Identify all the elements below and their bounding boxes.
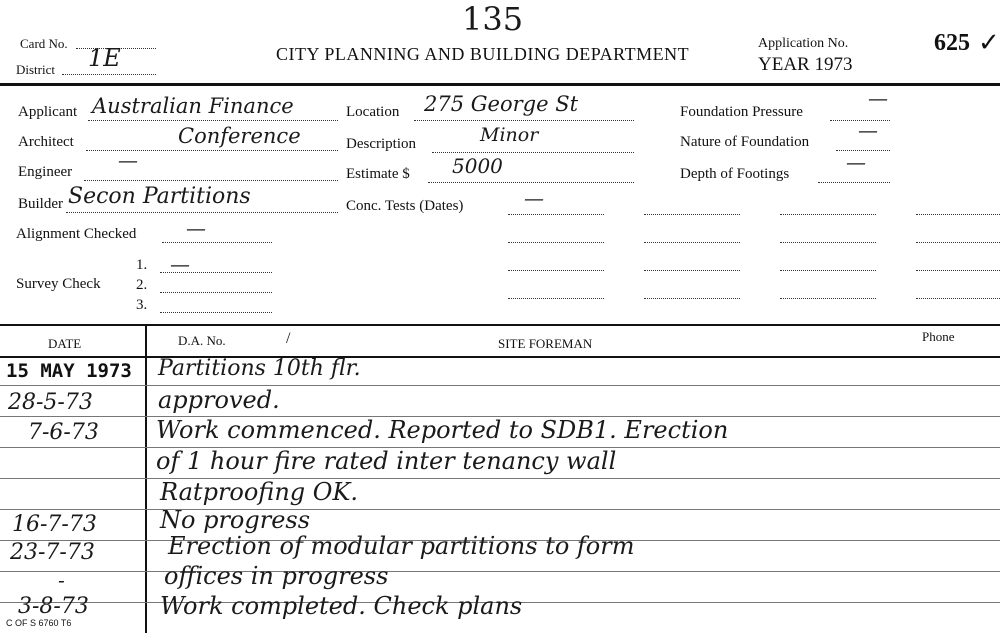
- alignment-line: [162, 242, 272, 243]
- survey-2-line: [160, 292, 272, 293]
- log-entry-text: approved.: [158, 386, 280, 414]
- log-header-rule: [0, 356, 1000, 358]
- estimate-label: Estimate $: [346, 166, 410, 182]
- header-rule: [0, 83, 1000, 86]
- description-line: [432, 152, 634, 153]
- builder-line: [66, 212, 338, 213]
- conc-line: [916, 270, 1000, 271]
- conc-line: [780, 242, 876, 243]
- depth-footings-line: [818, 182, 890, 183]
- nature-foundation-label: Nature of Foundation: [680, 134, 810, 150]
- conc-line: [780, 270, 876, 271]
- log-row-line: [0, 385, 1000, 386]
- log-top-rule: [0, 324, 1000, 326]
- foundation-pressure-label: Foundation Pressure: [680, 104, 803, 120]
- log-entry-text: of 1 hour fire rated inter tenancy wall: [156, 447, 617, 475]
- log-date: 3-8-73: [18, 594, 89, 619]
- log-date: 28-5-73: [8, 390, 93, 415]
- alignment-label: Alignment Checked: [16, 226, 137, 242]
- district-label: District: [16, 62, 55, 77]
- depth-footings-value: —: [846, 150, 866, 174]
- log-row-line: [0, 509, 1000, 510]
- survey-1-label: 1.: [136, 257, 148, 273]
- location-value: 275 George St: [424, 92, 579, 116]
- log-entry-text: Work completed. Check plans: [160, 592, 523, 620]
- applicant-line: [88, 120, 338, 121]
- applicant-value: Australian Finance: [92, 94, 294, 118]
- nature-foundation-value: —: [858, 118, 878, 142]
- builder-value: Secon Partitions: [68, 184, 251, 209]
- log-date: -: [58, 568, 65, 592]
- log-entry-text: Ratproofing OK.: [160, 478, 358, 506]
- engineer-value: —: [118, 148, 138, 172]
- survey-1-value: —: [170, 252, 190, 276]
- description-label: Description: [346, 136, 416, 152]
- survey-3-line: [160, 312, 272, 313]
- conc-line: [644, 298, 740, 299]
- architect-value: Conference: [178, 124, 301, 148]
- alignment-value: —: [186, 216, 206, 240]
- card-no-label: Card No.: [20, 36, 68, 51]
- location-label: Location: [346, 104, 400, 120]
- conc-line: [644, 214, 740, 215]
- description-value: Minor: [480, 124, 539, 146]
- estimate-value: 5000: [452, 154, 503, 178]
- log-date: 7-6-73: [28, 420, 99, 445]
- survey-3-label: 3.: [136, 297, 148, 313]
- conc-line: [508, 214, 604, 215]
- department-title: CITY PLANNING AND BUILDING DEPARTMENT: [276, 44, 690, 64]
- log-row-line: [0, 571, 1000, 572]
- conc-line: [916, 214, 1000, 215]
- log-entry-text: Work commenced. Reported to SDB1. Erection: [156, 416, 729, 444]
- log-entry-text: offices in progress: [164, 562, 389, 590]
- log-row-line: [0, 478, 1000, 479]
- conc-line: [508, 270, 604, 271]
- conc-line: [508, 242, 604, 243]
- conc-tests-label: Conc. Tests (Dates): [346, 198, 464, 214]
- conc-line: [644, 270, 740, 271]
- foundation-pressure-value: —: [868, 86, 888, 110]
- application-number: 625: [934, 30, 970, 56]
- conc-line: [916, 242, 1000, 243]
- conc-tests-value: —: [524, 186, 544, 210]
- survey-2-label: 2.: [136, 277, 148, 293]
- log-date: 23-7-73: [10, 540, 95, 565]
- conc-line: [644, 242, 740, 243]
- form-code: C OF S 6760 T6: [6, 618, 72, 628]
- year-label: YEAR 1973: [758, 54, 853, 75]
- conc-line: [508, 298, 604, 299]
- location-line: [414, 120, 634, 121]
- application-label: Application No.: [758, 36, 849, 51]
- survey-check-label: Survey Check: [16, 276, 101, 292]
- builder-label: Builder: [18, 196, 63, 212]
- depth-footings-label: Depth of Footings: [680, 166, 790, 182]
- log-date: 16-7-73: [12, 512, 97, 537]
- da-no-header: D.A. No.: [178, 333, 226, 348]
- checkmark-icon: ✓: [978, 28, 1000, 57]
- log-entry-text: Erection of modular partitions to form: [168, 532, 635, 560]
- architect-label: Architect: [18, 134, 74, 150]
- log-entry-text: No progress: [160, 506, 311, 534]
- conc-line: [780, 214, 876, 215]
- log-entry-text: Partitions 10th flr.: [158, 356, 361, 381]
- engineer-label: Engineer: [18, 164, 73, 180]
- date-header: DATE: [48, 336, 82, 351]
- conc-line: [780, 298, 876, 299]
- estimate-line: [428, 182, 634, 183]
- district-line: [62, 74, 156, 75]
- folio-number: 135: [462, 0, 524, 38]
- conc-line: [916, 298, 1000, 299]
- site-foreman-header: SITE FOREMAN: [498, 336, 593, 351]
- log-date: 15 MAY 1973: [6, 360, 132, 382]
- phone-header: Phone: [922, 329, 955, 344]
- district-value: 1E: [88, 44, 121, 72]
- applicant-label: Applicant: [18, 104, 78, 120]
- da-slash: /: [286, 330, 291, 347]
- engineer-line: [84, 180, 338, 181]
